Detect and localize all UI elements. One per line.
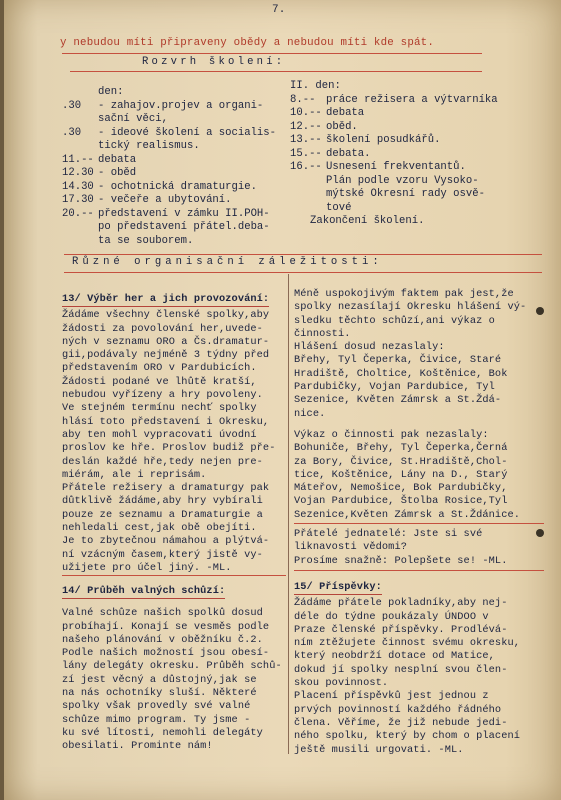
section-13 bbox=[62, 288, 284, 575]
text-line: aby ten mohl vypracovati úvodní bbox=[62, 428, 257, 441]
text-line: spolky však provedly své valné bbox=[62, 700, 251, 713]
text-line: obesilati. Prominte nám! bbox=[62, 740, 213, 753]
text-line: Vojan Pardubice, Štolba Rosice,Tyl bbox=[294, 495, 508, 508]
page-number: 7. bbox=[272, 4, 286, 16]
text-line: Ve stejném termínu nechť spolky bbox=[62, 402, 257, 415]
text-line: Sezenice,Květen Zámrsk a St.Ždánice. bbox=[294, 508, 521, 521]
text-line: Máteřov, Nemošice, Bok Pardubičky, bbox=[294, 482, 508, 495]
schedule-row: ta se souborem. bbox=[98, 234, 194, 247]
text-line: Placení příspěvků jest jednou z bbox=[294, 690, 489, 703]
text-line: Žádáme přátele pokladníky,aby nej- bbox=[294, 597, 508, 610]
text-line: Praze členské příspěvky. Prodlévá- bbox=[294, 623, 508, 636]
text-line: nice. bbox=[294, 407, 326, 420]
text-line: Valné schůze našich spolků dosud bbox=[62, 607, 263, 620]
appeal-block bbox=[294, 528, 554, 568]
schedule-row: 11.-- debata bbox=[62, 153, 137, 166]
text-line: deslán každé hře,tedy nejen pre- bbox=[62, 455, 263, 468]
schedule-row: 12.-- oběd. bbox=[290, 120, 358, 133]
schedule-row: 15.-- debata. bbox=[290, 147, 371, 160]
day1-schedule bbox=[62, 86, 282, 248]
punch-hole bbox=[536, 307, 544, 315]
text-line: Hradiště, Choltice, Koštěnice, Bok bbox=[294, 367, 508, 380]
text-line: na nás ochotníky sluší. Některé bbox=[62, 687, 257, 700]
schedule-row: 16.-- Usnesení frekventantů. bbox=[290, 161, 466, 173]
text-line: ní vzácným časem,který jistě vy- bbox=[62, 548, 263, 561]
text-line: Výkaz o činnosti pak nezaslaly: bbox=[294, 428, 489, 441]
section-15-heading: 15/ Příspěvky: bbox=[294, 581, 382, 595]
text-line: Sezenice, Květen Zámrsk a St.Ždá- bbox=[294, 394, 502, 407]
intro-line: y nebudou míti připraveny obědy a nebudou míti kde spát. bbox=[60, 37, 435, 49]
text-line: pouze ze seznamu a Dramaturgie a bbox=[62, 508, 263, 521]
text-line: ještě musili urgovati. -ML. bbox=[294, 743, 464, 756]
text-line: za Bory, Čivice, St.Hradiště,Chol- bbox=[294, 455, 508, 468]
day2-title: II. den: bbox=[290, 80, 341, 92]
text-line: nebudou vyřízeny a hry povoleny. bbox=[62, 389, 263, 402]
divider-line bbox=[70, 71, 482, 72]
schedule-row: .30 - ideové školení a socialis- bbox=[62, 126, 277, 139]
schedule-row: Plán podle vzoru Vysoko- bbox=[326, 174, 479, 187]
text-line: Prosíme snažně: Polepšete se! -ML. bbox=[294, 554, 508, 567]
schedule-row: 12.30 - oběd bbox=[62, 167, 137, 179]
text-line: užijete pro účel jiný. -ML. bbox=[62, 561, 232, 574]
text-line: Bohuniče, Břehy, Tyl Čeperka,Černá bbox=[294, 442, 508, 455]
section-15 bbox=[294, 576, 554, 757]
text-line: dokud jí spolky nesplní svou člen- bbox=[294, 663, 508, 676]
schedule-row: Zakončení školení. bbox=[310, 215, 425, 227]
schedule-row: tický realismus. bbox=[98, 140, 200, 152]
text-line: Žádosti podané ve lhůtě kratší, bbox=[62, 375, 257, 388]
text-line: schůze mimo program. Ty jsme - bbox=[62, 713, 251, 726]
text-line: proslov ke hře. Proslov budiž pře- bbox=[62, 442, 276, 455]
schedule-row: .30 - zahajov.projev a organi- bbox=[62, 99, 264, 112]
text-line: člena. Věříme, že již nebude jedi- bbox=[294, 716, 508, 729]
divider-line bbox=[62, 53, 482, 54]
schedule-row: 17.30 - večeře a ubytování. bbox=[62, 194, 232, 206]
text-line: skou povinnost. bbox=[294, 677, 389, 690]
text-line: činnosti. bbox=[294, 327, 351, 340]
schedule-row: mýtské Okresní rady osvě- bbox=[326, 188, 485, 200]
section-heading-rozvrh: Rozvrh školení: bbox=[142, 56, 286, 68]
text-line: ku své lítosti, nemohli delegáty bbox=[62, 726, 263, 739]
day1-title: den: bbox=[98, 86, 124, 98]
section-14 bbox=[62, 580, 284, 754]
text-line: nehledali cest,jak obě obejíti. bbox=[62, 522, 257, 535]
text-line: sledku těchto schůzí,ani výkaz o bbox=[294, 314, 495, 327]
schedule-row: 13.-- školení posudkářů. bbox=[290, 134, 441, 146]
day2-schedule bbox=[290, 80, 530, 229]
section-13-heading: 13/ Výběr her a jich provozování: bbox=[62, 293, 269, 307]
text-line: který neobdrží dotace od Matice, bbox=[294, 650, 495, 663]
divider-line bbox=[294, 523, 544, 524]
text-line: hlásí toto představení i Okresku, bbox=[62, 415, 270, 428]
text-line: Žádáme všechny členské spolky,aby bbox=[62, 309, 270, 322]
text-line: Přátele režisery a dramaturgy pak bbox=[62, 482, 270, 495]
text-line: ných v seznamu ORO a Čs.dramatur- bbox=[62, 335, 270, 348]
spacer bbox=[294, 421, 554, 429]
schedule-row: 8.-- práce režisera a výtvarníka bbox=[290, 93, 498, 106]
divider-line bbox=[64, 272, 542, 273]
divider-line bbox=[294, 570, 544, 571]
text-line: představením ORO v Pardubicích. bbox=[62, 362, 257, 375]
text-line: lány delegáty okresku. Průběh schů- bbox=[62, 660, 282, 673]
text-line: probíhají. Konají se vesměs podle bbox=[62, 620, 270, 633]
text-line: ním ztěžujete činnost svému okresku, bbox=[294, 637, 521, 650]
schedule-row: 10.-- debata bbox=[290, 107, 365, 119]
text-line: Podle našich možností jsou obesí- bbox=[62, 647, 270, 660]
divider-line bbox=[62, 575, 286, 576]
text-line: liknavosti vědomi? bbox=[294, 541, 408, 554]
text-line: žádosti za povolování her,uvede- bbox=[62, 322, 263, 335]
schedule-row: sační věci, bbox=[98, 113, 168, 125]
schedule-row: 20.-- představení v zámku II.POH- bbox=[62, 207, 270, 220]
schedule-row: tové bbox=[326, 201, 352, 214]
text-line: prvých povinností každého řádného bbox=[294, 703, 502, 716]
divider-line bbox=[64, 254, 542, 255]
text-line: Hlášení dosud nezaslaly: bbox=[294, 341, 445, 354]
text-line: Pardubičky, Vojan Pardubice, Tyl bbox=[294, 381, 495, 394]
text-line: našeho plánování v oběžníku č.2. bbox=[62, 633, 263, 646]
text-line: miérám, ale i reprisám. bbox=[62, 468, 207, 481]
text-line: Přátelé jednatelé: Jste si své bbox=[294, 528, 483, 540]
text-line: zí jest věcný a důstojný,jak se bbox=[62, 673, 257, 686]
document-page bbox=[4, 0, 561, 800]
text-line: déle do týdne poukázaly ÚNDOO v bbox=[294, 610, 489, 623]
schedule-row: 14.30 - ochotnická dramaturgie. bbox=[62, 180, 257, 193]
text-line: Méně uspokojivým faktem pak jest,že bbox=[294, 288, 514, 300]
schedule-row: po představení přátel.deba- bbox=[98, 221, 270, 233]
missing-reports-block bbox=[294, 288, 554, 522]
punch-hole bbox=[536, 529, 544, 537]
text-line: Břehy, Tyl Čeperka, Čivice, Staré bbox=[294, 354, 502, 367]
text-line: tice, Koštěnice, Lány na D., Starý bbox=[294, 468, 508, 481]
section-14-heading: 14/ Průběh valných schůzí: bbox=[62, 585, 225, 599]
text-line: spolky nezasílají Okresku hlášení vý- bbox=[294, 301, 527, 314]
section-heading-ruzne: Různé organisační záležitosti: bbox=[72, 256, 383, 268]
text-line: gii,podávaly nejméně 3 týdny před bbox=[62, 349, 270, 362]
text-line: důtklivě žádáme,aby hry vybírali bbox=[62, 495, 263, 508]
text-line: Je to zbytečnou námahou a plýtvá- bbox=[62, 535, 270, 548]
column-divider bbox=[288, 274, 289, 754]
text-line: ného spolku, který by chom o placení bbox=[294, 730, 521, 743]
